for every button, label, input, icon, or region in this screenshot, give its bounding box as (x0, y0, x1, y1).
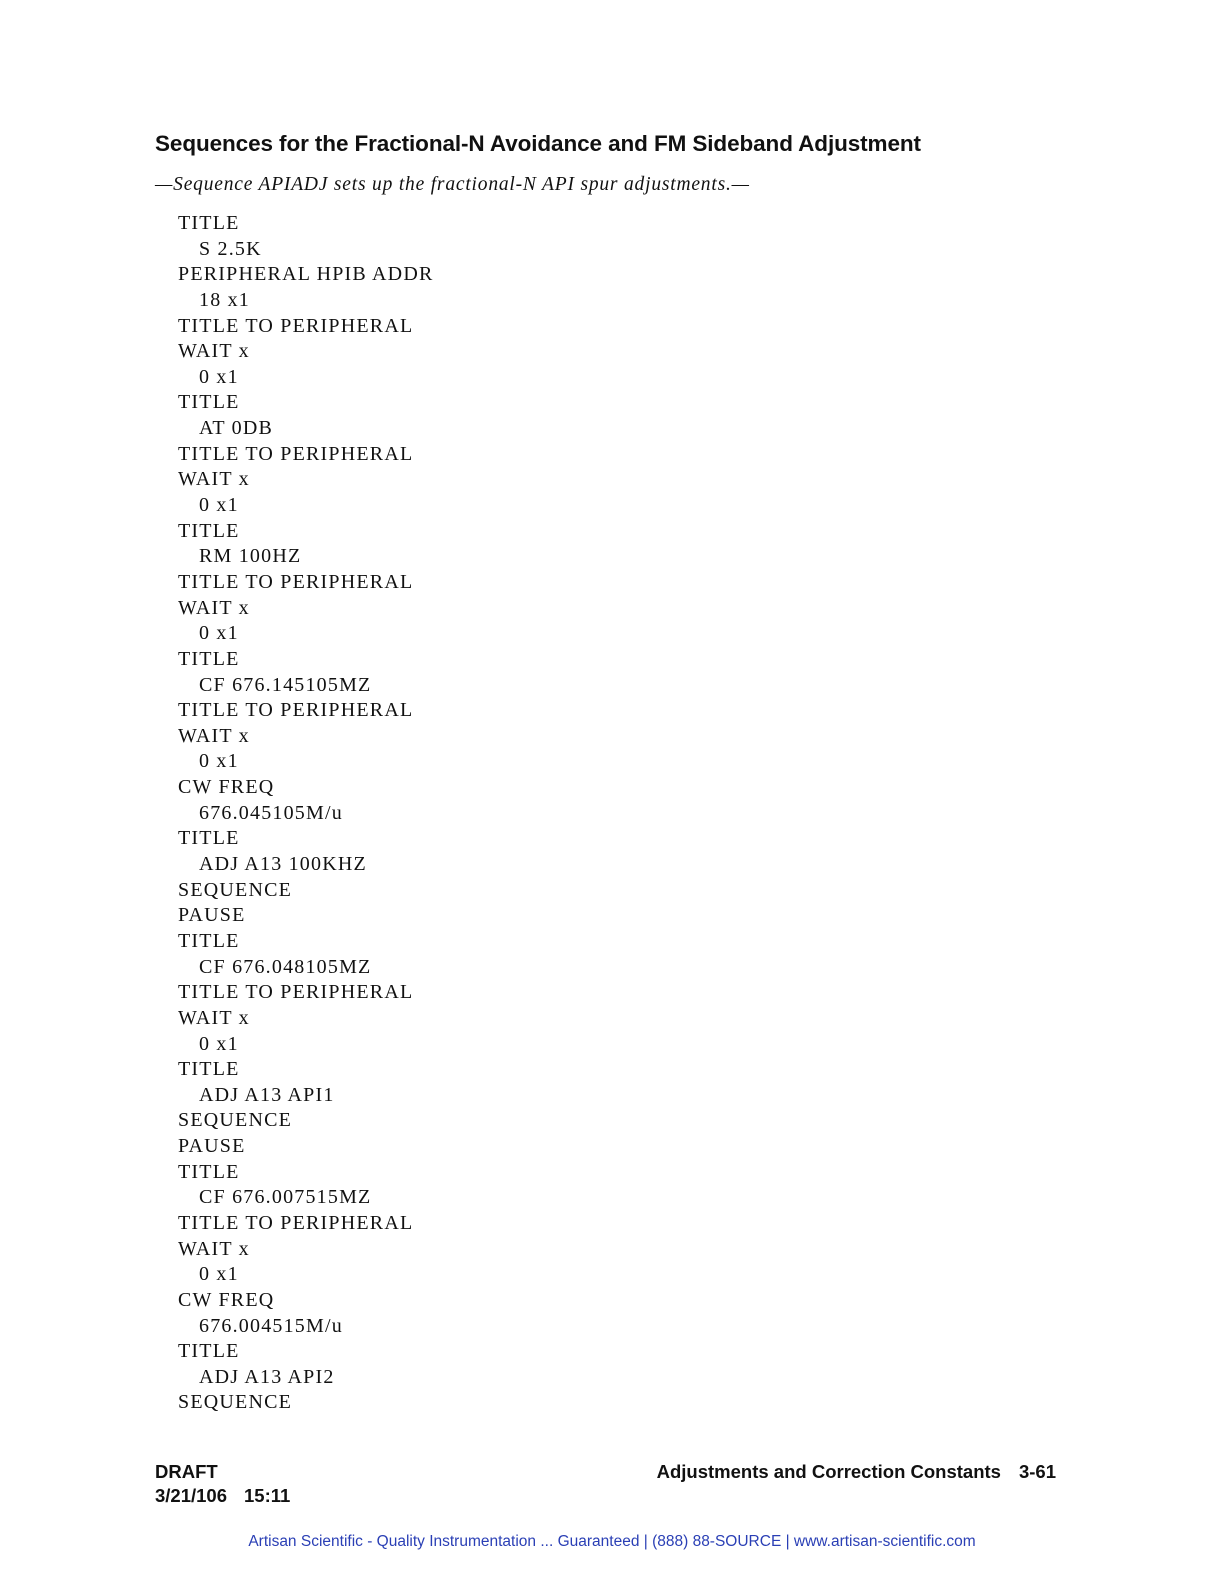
sequence-command: TITLE TO PERIPHERAL (178, 1211, 414, 1234)
sequence-argument: ADJ A13 API2 (199, 1365, 335, 1388)
sequence-command: PAUSE (178, 1135, 246, 1158)
sequence-command: WAIT x (178, 1237, 250, 1260)
sequence-command: TITLE (178, 827, 240, 850)
footer-draft-block (155, 1460, 290, 1508)
sequence-argument: 676.004515M/u (199, 1314, 343, 1337)
sequence-command: SEQUENCE (178, 1391, 293, 1414)
sequence-command: TITLE (178, 519, 240, 542)
draft-timestamp (155, 1484, 290, 1508)
section-heading: Sequences for the Fractional-N Avoidance and FM Sideband Adjustment (155, 131, 921, 156)
sequence-argument: CF 676.007515MZ (199, 1186, 372, 1209)
sequence-command: WAIT x (178, 724, 250, 747)
sequence-argument: 0 x1 (199, 750, 239, 773)
sequence-argument: RM 100HZ (199, 545, 302, 568)
sequence-argument: ADJ A13 API1 (199, 1083, 335, 1106)
sequence-description: —Sequence APIADJ sets up the fractional-N API spur adjustments.— (155, 174, 750, 195)
sequence-argument: S 2.5K (199, 237, 262, 260)
sequence-command: TITLE (178, 1058, 240, 1081)
sequence-command: TITLE (178, 1160, 240, 1183)
sequence-listing (178, 211, 434, 1416)
sequence-argument: 0 x1 (199, 1032, 239, 1055)
sequence-command: TITLE (178, 1340, 240, 1363)
sequence-command: WAIT x (178, 468, 250, 491)
sequence-command: WAIT x (178, 596, 250, 619)
sequence-argument: 0 x1 (199, 622, 239, 645)
sequence-argument: 0 x1 (199, 1263, 239, 1286)
sequence-argument: ADJ A13 100KHZ (199, 853, 367, 876)
chapter-title: Adjustments and Correction Constants (656, 1461, 1001, 1482)
running-footer (657, 1460, 1056, 1484)
draft-label: DRAFT (155, 1461, 218, 1482)
sequence-command: TITLE (178, 929, 240, 952)
sequence-argument: CF 676.048105MZ (199, 955, 372, 978)
draft-date: 3/21/106 (155, 1485, 228, 1506)
page-number: 3-61 (1018, 1461, 1056, 1482)
sequence-argument: 0 x1 (199, 365, 239, 388)
sequence-command: TITLE (178, 212, 240, 234)
sequence-command: TITLE TO PERIPHERAL (178, 314, 414, 337)
sequence-command: SEQUENCE (178, 878, 293, 901)
sequence-command: CW FREQ (178, 776, 275, 799)
sequence-argument: 676.045105M/u (199, 801, 343, 824)
sequence-argument: CF 676.145105MZ (199, 673, 372, 696)
sequence-command: PAUSE (178, 904, 246, 927)
sequence-command: WAIT x (178, 340, 250, 363)
sequence-command: SEQUENCE (178, 1109, 293, 1132)
sequence-command: TITLE (178, 391, 240, 414)
sequence-command: TITLE TO PERIPHERAL (178, 981, 414, 1004)
sequence-argument: AT 0DB (199, 417, 274, 440)
draft-time: 15:11 (244, 1485, 291, 1506)
sequence-command: CW FREQ (178, 1288, 275, 1311)
sequence-command: TITLE TO PERIPHERAL (178, 699, 414, 722)
sequence-command: TITLE (178, 647, 240, 670)
sequence-argument: 0 x1 (199, 494, 239, 517)
sequence-command: WAIT x (178, 1006, 250, 1029)
source-banner-link[interactable]: Artisan Scientific - Quality Instrumentation ... Guaranteed | (888) 88-SOURCE | www.artisan-scientific.com (248, 1533, 976, 1550)
sequence-command: TITLE TO PERIPHERAL (178, 442, 414, 465)
sequence-command: PERIPHERAL HPIB ADDR (178, 263, 434, 286)
sequence-argument: 18 x1 (199, 288, 250, 311)
sequence-command: TITLE TO PERIPHERAL (178, 570, 414, 593)
